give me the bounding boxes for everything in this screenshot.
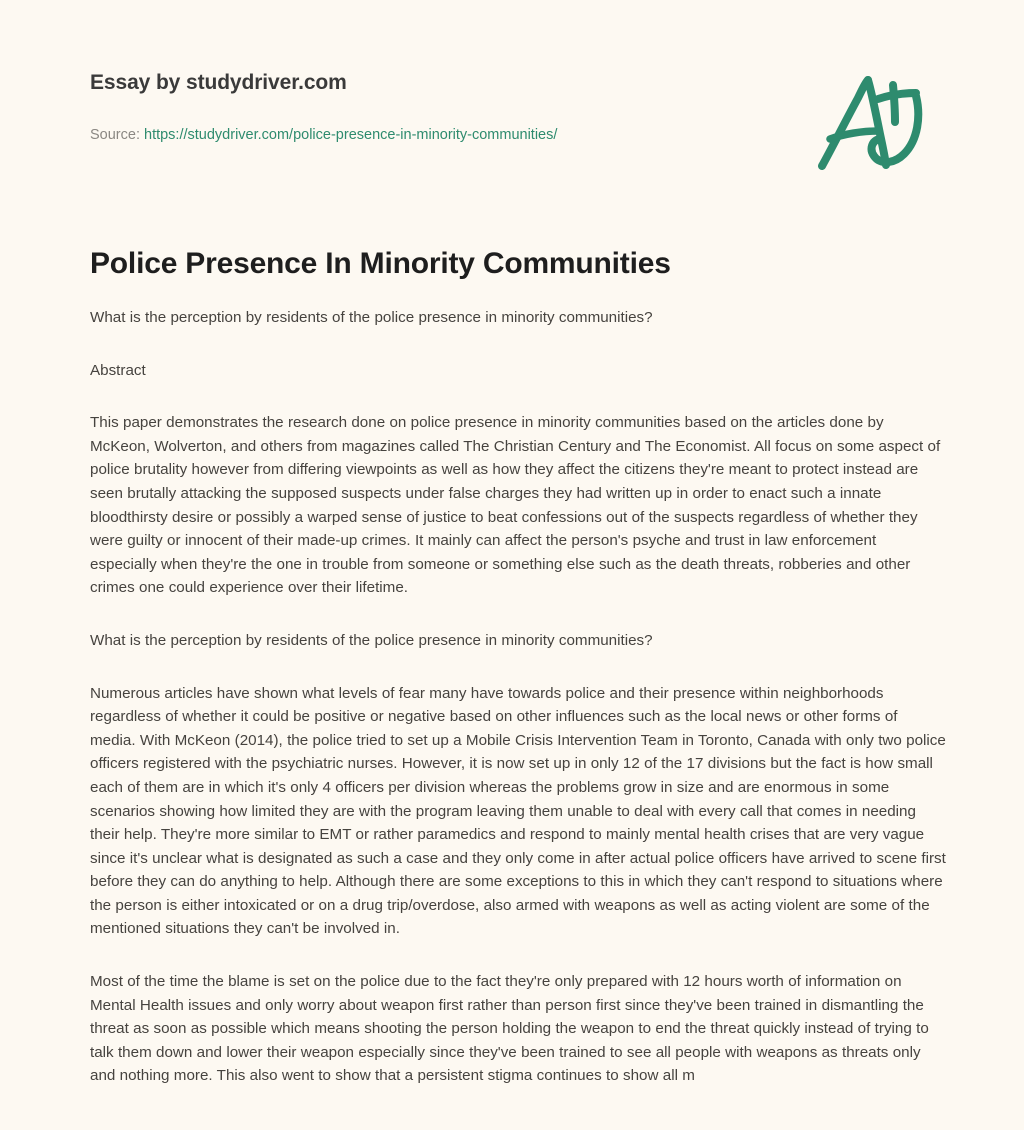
paragraph-abstract-heading: Abstract — [90, 361, 146, 379]
page-title: Police Presence In Minority Communities — [90, 247, 671, 280]
page-header — [0, 0, 1024, 200]
paragraph-abstract-body: This paper demonstrates the research done on police presence in minority communities based on the articles done by McKeon, Wolverton, and others from magazines called The Christian Century and The Economist. All focus on some aspect of police brutality however from differing viewpoints as well as how they affect the citizens they're meant to protect instead are seen brutally attacking the supposed suspects under false charges they had written up in order to enact such a innate bloodthirsty desire or possibly a warped sense of justice to beat confessions out of the suspects regardless of whether they were guilty or innocent of their made-up crimes. It mainly can affect the person's psyche and trust in law enforcement especially when they're the one in trouble from someone or something else such as the death threats, robberies and other crimes one could experience over their lifetime. — [90, 414, 941, 597]
source-line — [90, 127, 557, 143]
source-label: Source: — [90, 127, 144, 143]
brand-title: Essay by studydriver.com — [90, 71, 347, 94]
paragraph-body-1: Numerous articles have shown what levels of fear many have towards police and their presence within neighborhoods regardless of whether it could be positive or negative based on other influences such as the local news or other forms of media. With McKeon (2014), the police tried to set up a Mobile Crisis Intervention Team in Toronto, Canada with only two police officers registered with the psychiatric nurses. However, it is now set up in only 12 of the 17 divisions but the fact is how small each of them are in which it's only 4 officers per division whereas the problems grow in size and are enormous in some scenarios showing how limited they are with the program leaving them unable to deal with every call that comes in needing their help. They're more similar to EMT or rather paramedics and respond to mainly mental health crises that are very vague since it's unclear what is designated as such a case and they only come in after actual police officers have arrived to scene first before they can do anything to help. Although there are some exceptions to this in which they can't respond to situations where the person is either intoxicated or on a drug trip/overdose, also armed with weapons as well as acting violent are some of the mentioned situations they can't be involved in. — [90, 684, 946, 938]
paragraph-question-2: What is the perception by residents of the police presence in minority communities? — [90, 631, 653, 649]
a-plus-logo-icon — [806, 68, 928, 180]
source-url-link[interactable]: https://studydriver.com/police-presence-in-minority-communities/ — [144, 127, 558, 143]
document-body — [90, 245, 946, 1088]
paragraph-body-2: Most of the time the blame is set on the police due to the fact they're only prepared with 12 hours worth of information on Mental Health issues and only worry about weapon first rather than person first since they've been trained in dismantling the threat as soon as possible which means shooting the person holding the weapon to end the threat quickly instead of trying to talk them down and lower their weapon especially since they've been trained to see all people with weapons as threats only and nothing more. This also went to show that a persistent stigma continues to show all m — [90, 973, 929, 1085]
paragraph-question-1: What is the perception by residents of the police presence in minority communities? — [90, 309, 653, 326]
